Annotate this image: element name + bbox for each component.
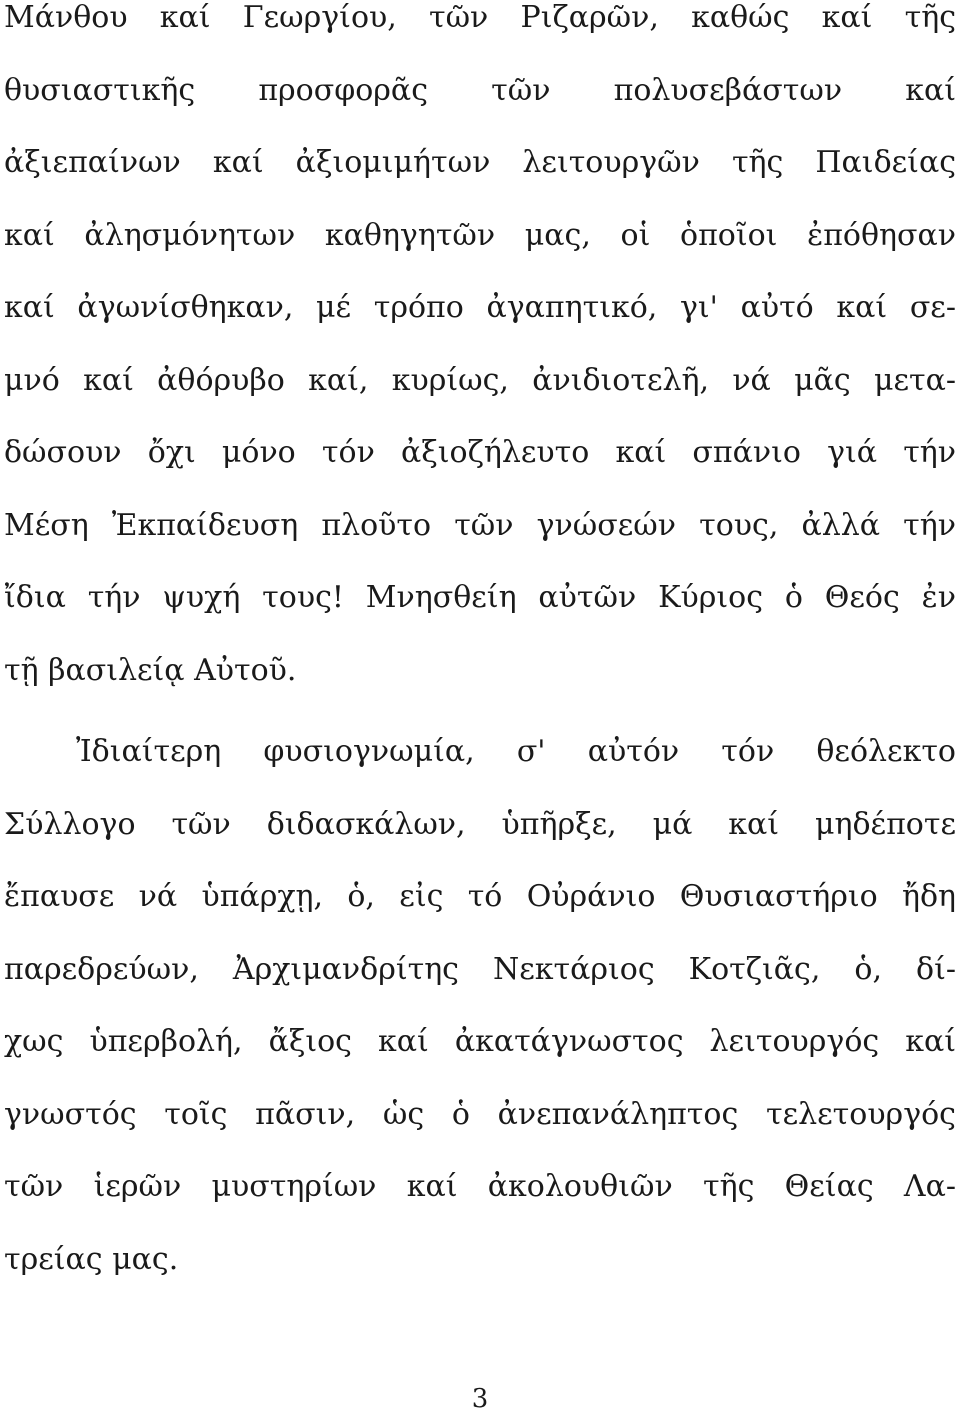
text-line: δώσουν ὄχι μόνο τόν ἀξιοζήλευτο καί σπάνιο γιά τήν: [4, 435, 956, 470]
text-line: Ἰδιαίτερη φυσιογνωμία, σ' αὐτόν τόν θεόλεκτο: [76, 734, 956, 769]
text-line: Μέση Ἐκπαίδευση πλοῦτο τῶν γνώσεών τους, ἀλλά τήν: [4, 508, 956, 543]
text-line: καί ἀγωνίσθηκαν, μέ τρόπο ἀγαπητικό, γι' αὐτό καί σε-: [4, 290, 956, 325]
text-line: θυσιαστικῆς προσφορᾶς τῶν πολυσεβάστων καί: [4, 73, 956, 108]
text-line: Σύλλογο τῶν διδασκάλων, ὑπῆρξε, μά καί μηδέποτε: [4, 807, 956, 842]
text-line: Μάνθου καί Γεωργίου, τῶν Ριζαρῶν, καθώς καί τῆς: [4, 0, 956, 35]
text-line: καί ἀλησμόνητων καθηγητῶν μας, οἱ ὁποῖοι ἐπόθησαν: [4, 218, 956, 253]
text-line: τῶν ἱερῶν μυστηρίων καί ἀκολουθιῶν τῆς Θείας Λα-: [4, 1169, 956, 1204]
text-line: τρείας μας.: [4, 1242, 179, 1277]
text-line: τῇ βασιλείᾳ Αὐτοῦ.: [4, 653, 297, 688]
text-line: παρεδρεύων, Ἀρχιμανδρίτης Νεκτάριος Κοτζιᾶς, ὁ, δί-: [4, 952, 956, 987]
text-line: μνό καί ἀθόρυβο καί, κυρίως, ἀνιδιοτελῆ, νά μᾶς μετα-: [4, 363, 956, 398]
text-line: ἔπαυσε νά ὑπάρχῃ, ὁ, εἰς τό Οὐράνιο Θυσιαστήριο ἤδη: [4, 879, 956, 914]
page-number: 3: [471, 1384, 489, 1414]
text-line: ἴδια τήν ψυχή τους! Μνησθείη αὐτῶν Κύριος ὁ Θεός ἐν: [4, 580, 956, 615]
text-line: γνωστός τοῖς πᾶσιν, ὡς ὁ ἀνεπανάληπτος τελετουργός: [4, 1097, 956, 1132]
text-line: ἀξιεπαίνων καί ἀξιομιμήτων λειτουργῶν τῆς Παιδείας: [4, 145, 956, 180]
text-line: χως ὑπερβολή, ἄξιος καί ἀκατάγνωστος λειτουργός καί: [4, 1024, 956, 1059]
